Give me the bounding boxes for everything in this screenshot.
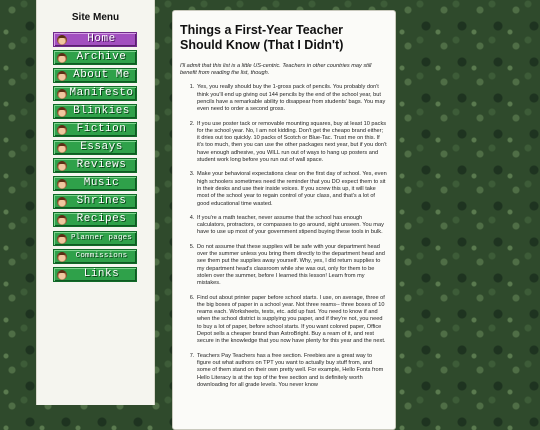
list-item: 2. If you use poster tack or removable mounting squares, buy at least 10 packs for the school year. No, I am not kidding. Don't get the cheapo brand either; it dries out too quickly. 10 packs of Scotch or Blue-Tac. Trust me on this. If it's too much, then you can use the other packages next year, but if you don't have enough adhesive, you WILL run out of ways to hang up posters and student work long before you run out of wall space. xyxy=(196,121,387,165)
menu-item-label: Commissions xyxy=(75,252,128,260)
face-icon xyxy=(57,179,67,189)
face-icon xyxy=(57,53,67,63)
menu-item-about-me[interactable] xyxy=(53,68,137,83)
face-icon xyxy=(57,197,67,207)
face-icon xyxy=(57,234,67,244)
face-icon xyxy=(57,270,67,280)
face-icon xyxy=(57,71,67,81)
menu-item-label: Home xyxy=(87,33,116,45)
list-item: 3. Make your behavioral expectations clear on the first day of school. Yes, even high schoolers sometimes need the reminder that you DO expect them to sit in their desks and use their inside voices. If you screw this up, it will take most of the school year to regain control of your class, and that's a lot of good educational time wasted. xyxy=(196,171,387,207)
list-item: 5. Do not assume that these supplies will be safe with your department head over the summer unless you bring them directly to the department head and see them put the supplies away yourself. Why, yes, I did return supplies to my department head's classroom while she was out, only for them to be stolen over the summer, before I learned this lesson! Learn from my mistakes. xyxy=(196,244,387,288)
menu-item-label: Fiction xyxy=(76,123,127,135)
menu-item-label: Archive xyxy=(76,51,127,63)
face-icon xyxy=(57,215,67,225)
list-item: 7. Teachers Pay Teachers has a free section. Freebies are a great way to figure out what authors on TPT you want to actually buy stuff from, and some of them stand on their own pretty well. For example, Hello Fonts from Hello Literacy is at the top of the free section and is definitely worth downloading for all grade levels. You never know xyxy=(196,353,387,389)
menu-item-music[interactable] xyxy=(53,176,137,191)
menu-item-shrines[interactable] xyxy=(53,194,137,209)
menu-item-label: Manifesto xyxy=(69,87,134,99)
menu-item-label: Essays xyxy=(80,141,123,153)
sidebar-title: Site Menu xyxy=(71,12,120,23)
background-pattern xyxy=(0,0,36,405)
menu-item-label: About Me xyxy=(73,69,130,81)
menu-item-label: Links xyxy=(83,268,120,280)
face-icon xyxy=(57,161,67,171)
list-item: 4. If you're a math teacher, never assume that the school has enough calculators, protractors, or compasses to go around, sight unseen. You may have to use up most of your government stipend buying these tools in bulk. xyxy=(196,215,387,237)
menu-item-commissions[interactable] xyxy=(53,249,137,264)
list-item: 1. Yes, you really should buy the 1-gross pack of pencils. You probably don't think you'll end up giving out 144 pencils by the end of the school year, but pencils have a remarkable ability to disappear from students' bags. You may even need to order a second gross. xyxy=(196,84,387,113)
menu-item-label: Reviews xyxy=(76,159,127,171)
page-title: Things a First-Year Teacher Should Know (That I Didn't) xyxy=(180,23,344,52)
face-icon xyxy=(57,107,67,117)
menu-item-fiction[interactable] xyxy=(53,122,137,137)
menu-item-home[interactable] xyxy=(53,32,137,47)
menu-item-recipes[interactable] xyxy=(53,212,137,227)
face-icon xyxy=(57,252,67,262)
menu-item-label: Blinkies xyxy=(73,105,130,117)
menu-item-label: Music xyxy=(83,177,120,189)
site-menu-sidebar xyxy=(36,0,155,405)
menu-item-label: Planner pages xyxy=(70,234,133,242)
tips-list xyxy=(180,84,387,389)
face-icon xyxy=(57,89,67,99)
menu-item-planner-pages[interactable] xyxy=(53,231,137,246)
menu-item-essays[interactable] xyxy=(53,140,137,155)
face-icon xyxy=(57,125,67,135)
article-container xyxy=(172,10,396,430)
menu-item-archive[interactable] xyxy=(53,50,137,65)
face-icon xyxy=(57,143,67,153)
face-icon xyxy=(57,35,67,45)
menu-item-links[interactable] xyxy=(53,267,137,282)
menu-item-label: Shrines xyxy=(76,195,127,207)
article-intro: I'll admit that this list is a little US-centric. Teachers in other countries may still benefit from reading the list, though. xyxy=(180,63,372,77)
list-item: 6. Find out about printer paper before school starts. I use, on average, three of the big boxes of paper in a school year. Not three reams-- three boxes of 10 reams each. Worksheets, tests, etc. add up fast. You need to know if and when the school district is supplying you paper, and if they're not, you need to buy a lot of paper, before school starts. If you want colored paper, Office Depot sells a cheaper brand than AstroBright. Buy a ream of it, and rest secure in the knowledge that you now have plenty for this year and the next. xyxy=(196,295,387,346)
menu-item-label: Recipes xyxy=(76,213,127,225)
menu-item-blinkies[interactable] xyxy=(53,104,137,119)
menu-item-manifesto[interactable] xyxy=(53,86,137,101)
menu-item-reviews[interactable] xyxy=(53,158,137,173)
